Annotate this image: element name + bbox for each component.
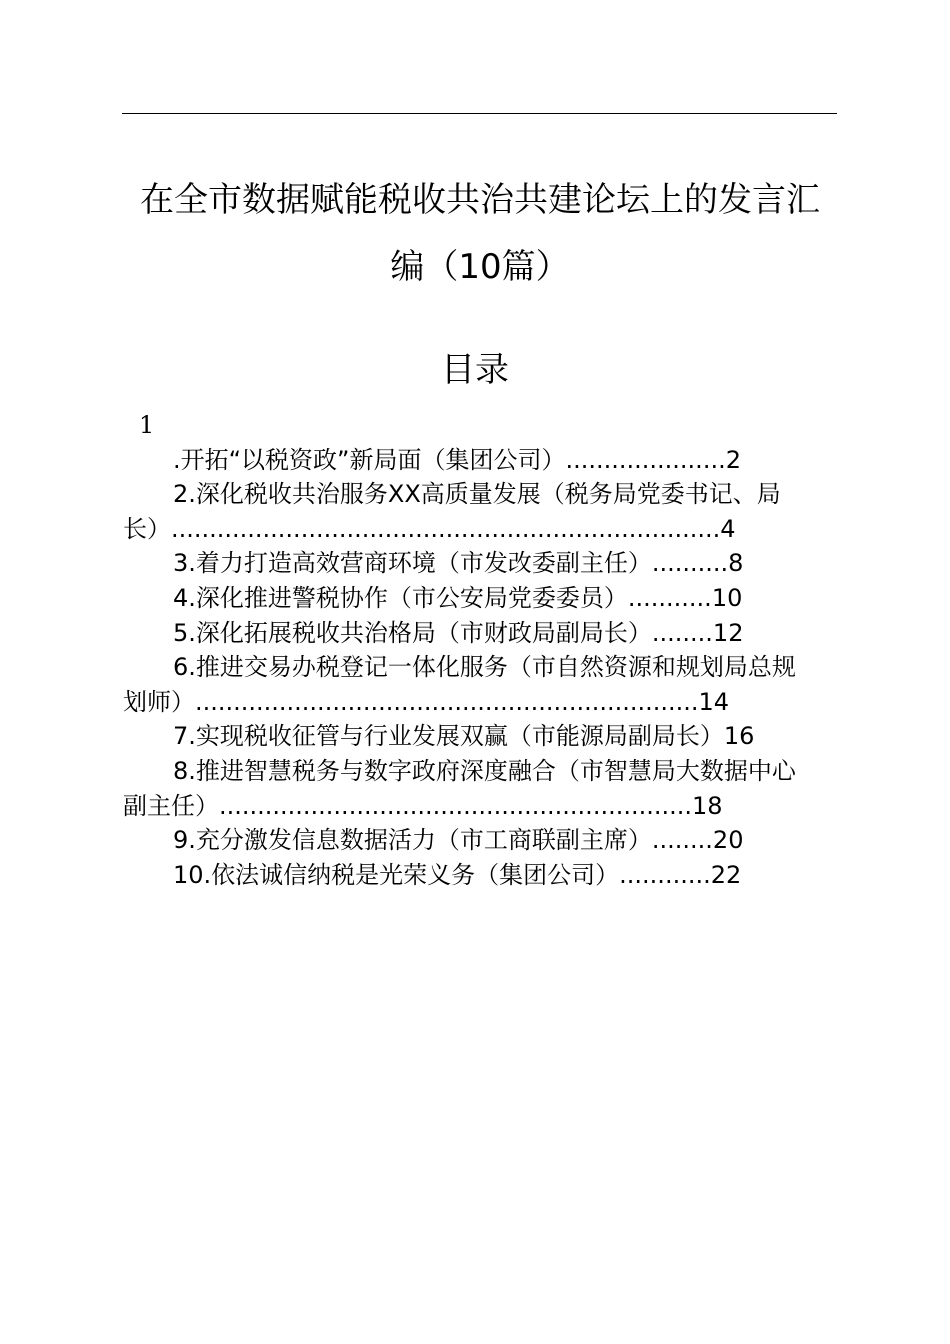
document-title-line-1: 在全市数据赋能税收共治共建论坛上的发言汇: [140, 180, 820, 220]
toc-line: 1: [139, 411, 155, 439]
toc-entry-4[interactable]: 4.深化推进警税协作（市公安局党委委员）...........10: [173, 583, 743, 612]
toc-entry-6-continued[interactable]: 划师）..................................................................14: [123, 687, 730, 716]
toc-entry-6[interactable]: 6.推进交易办税登记一体化服务（市自然资源和规划局总规: [173, 653, 796, 682]
toc-entry-1[interactable]: .开拓“以税资政”新局面（集团公司）.....................2: [173, 445, 741, 474]
toc-entry-10[interactable]: 10.依法诚信纳税是光荣义务（集团公司）............22: [173, 860, 742, 889]
toc-entry-3[interactable]: 3.着力打造高效营商环境（市发改委副主任）..........8: [173, 549, 744, 578]
toc-entry-8-continued[interactable]: 副主任）..............................................................18: [123, 791, 723, 820]
toc-entry-2[interactable]: 2.深化税收共治服务XX高质量发展（税务局党委书记、局: [173, 480, 781, 509]
toc-entry-9[interactable]: 9.充分激发信息数据活力（市工商联副主席）........20: [173, 826, 744, 855]
table-of-contents: [123, 408, 838, 892]
header-rule: [122, 113, 837, 114]
document-title-line-2: 编（10篇）: [390, 247, 570, 287]
toc-entry-7[interactable]: 7.实现税收征管与行业发展双赢（市能源局副局长）16: [173, 722, 755, 751]
toc-heading: 目录: [441, 350, 509, 390]
toc-entry-8[interactable]: 8.推进智慧税务与数字政府深度融合（市智慧局大数据中心: [173, 756, 796, 785]
toc-entry-2-continued[interactable]: 长）........................................................................4: [123, 514, 736, 543]
toc-entry-5[interactable]: 5.深化拓展税收共治格局（市财政局副局长）........12: [173, 618, 744, 647]
